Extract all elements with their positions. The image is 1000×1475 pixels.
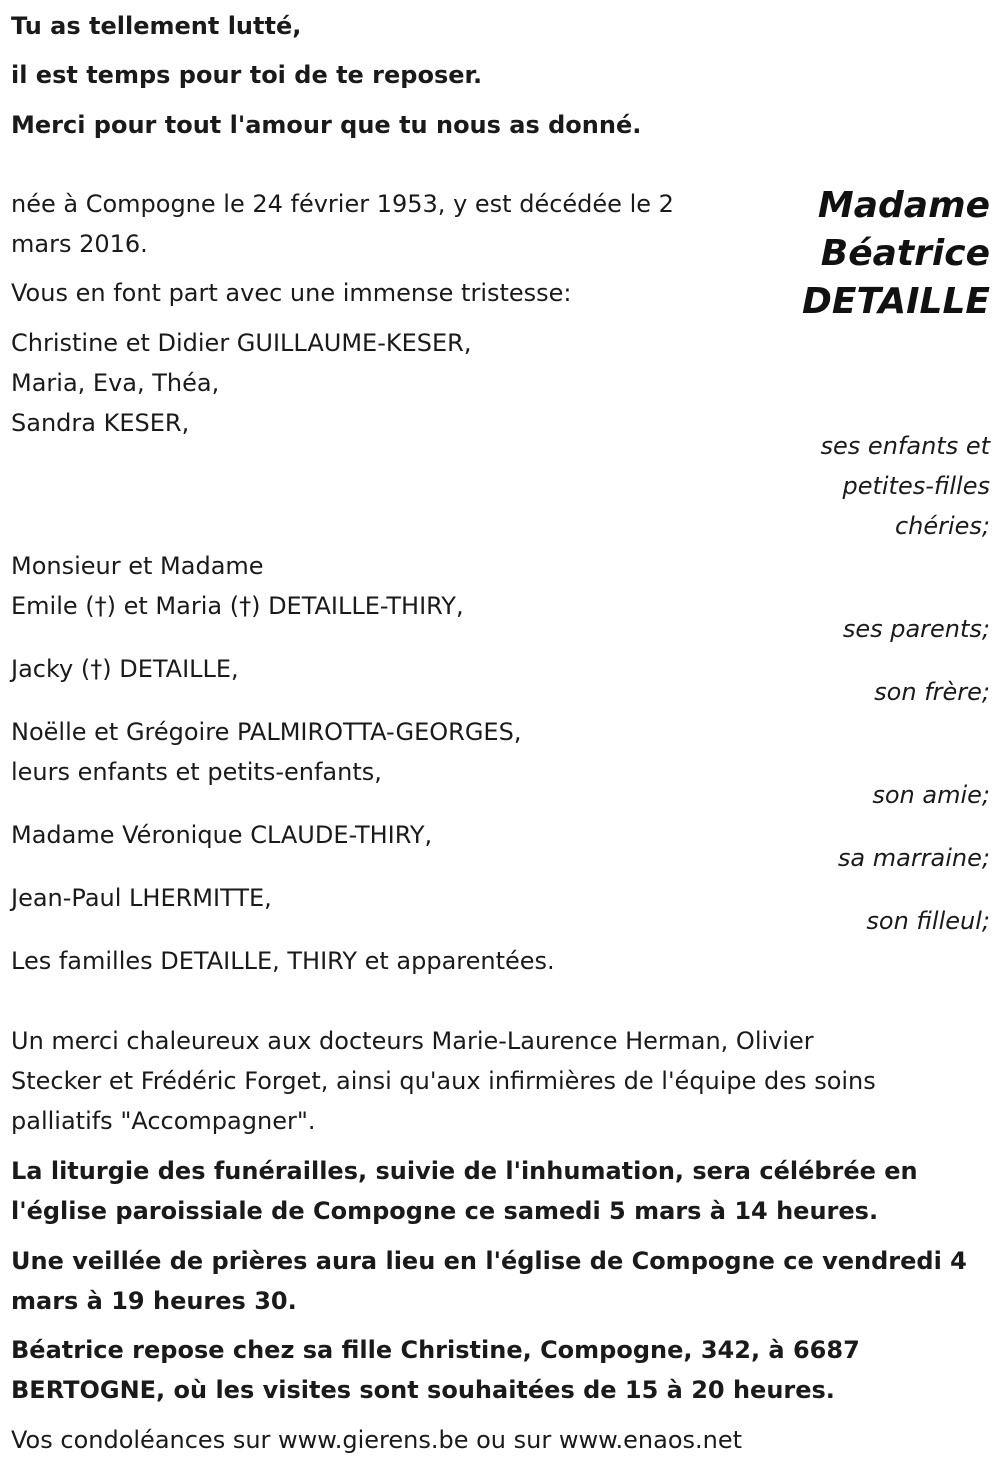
vigil-line-2: mars à 19 heures 30. (11, 1287, 297, 1315)
announce-line: Vous en font part avec une immense tristesse: (11, 279, 572, 307)
friend-line-2: leurs enfants et petits-enfants, (11, 758, 382, 786)
vigil-line-1: Une veillée de prières aura lieu en l'église de Compogne ce vendredi 4 (11, 1247, 967, 1275)
deceased-first-name: Béatrice (820, 233, 990, 274)
visit-line-2: BERTOGNE, où les visites sont souhaitées de 15 à 20 heures. (11, 1376, 835, 1404)
funeral-line-1: La liturgie des funérailles, suivie de l'inhumation, sera célébrée en (11, 1157, 918, 1185)
header-line-1: Tu as tellement lutté, (11, 12, 302, 40)
brother-line: Jacky (†) DETAILLE, (11, 655, 239, 683)
children-line-2: Maria, Eva, Théa, (11, 369, 220, 397)
header-line-3: Merci pour tout l'amour que tu nous as donné. (11, 111, 642, 139)
deceased-name (802, 182, 990, 326)
parents-line-1: Monsieur et Madame (11, 552, 264, 580)
thanks-line-1: Un merci chaleureux aux docteurs Marie-Laurence Herman, Olivier (11, 1027, 814, 1055)
birth-line-1: née à Compogne le 24 février 1953, y est décédée le 2 (11, 190, 674, 218)
children-relation-line-1: ses enfants et (820, 432, 990, 460)
birth-line-2: mars 2016. (11, 230, 148, 258)
visit-line-1: Béatrice repose chez sa fille Christine, Compogne, 342, à 6687 (11, 1336, 860, 1364)
parents-line-2: Emile (†) et Maria (†) DETAILLE-THIRY, (11, 592, 464, 620)
funeral-line-2: l'église paroissiale de Compogne ce samedi 5 mars à 14 heures. (11, 1197, 879, 1225)
families-line: Les familles DETAILLE, THIRY et apparentées. (11, 947, 555, 975)
parents-relation: ses parents; (842, 615, 990, 643)
brother-relation: son frère; (874, 678, 990, 706)
thanks-line-2: Stecker et Frédéric Forget, ainsi qu'aux infirmières de l'équipe des soins (11, 1067, 876, 1095)
thanks-line-3: palliatifs "Accompagner". (11, 1107, 316, 1135)
godmother-line: Madame Véronique CLAUDE-THIRY, (11, 821, 433, 849)
godmother-relation: sa marraine; (837, 844, 990, 872)
deceased-last-name: DETAILLE (802, 281, 990, 322)
godson-relation: son filleul; (866, 907, 990, 935)
children-line-3: Sandra KESER, (11, 409, 190, 437)
friend-relation: son amie; (872, 781, 990, 809)
condolences-line: Vos condoléances sur www.gierens.be ou sur www.enaos.net (11, 1426, 743, 1454)
children-relation-line-3: chéries; (894, 512, 990, 540)
header-line-2: il est temps pour toi de te reposer. (11, 61, 483, 89)
godson-line: Jean-Paul LHERMITTE, (11, 884, 272, 912)
children-line-1: Christine et Didier GUILLAUME-KESER, (11, 329, 472, 357)
friend-line-1: Noëlle et Grégoire PALMIROTTA-GEORGES, (11, 718, 522, 746)
deceased-title: Madame (817, 185, 990, 226)
children-relation-line-2: petites-filles (842, 472, 990, 500)
